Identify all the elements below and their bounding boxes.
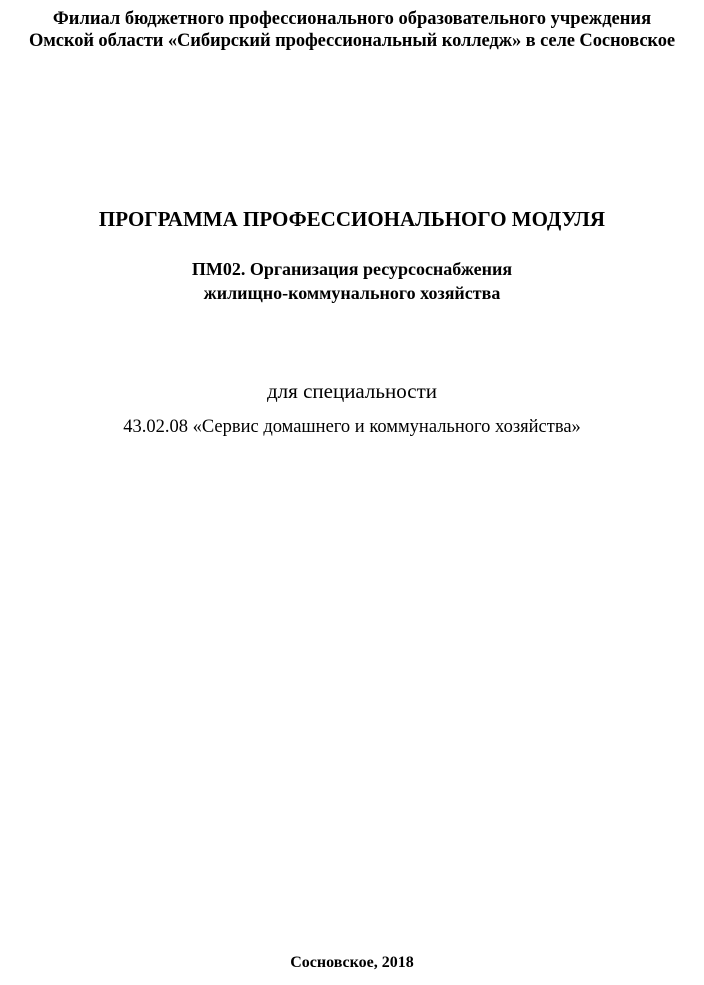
institution-name-line1: Филиал бюджетного профессионального образовательного учреждения [52, 9, 652, 29]
specialty-label: для специальности [267, 379, 437, 403]
institution-name-line2: Омской области «Сибирский профессиональный колледж» в селе Сосновское [28, 31, 676, 51]
program-title: ПРОГРАММА ПРОФЕССИОНАЛЬНОГО МОДУЛЯ [98, 207, 606, 231]
module-title-line2: жилищно-коммунального хозяйства [203, 283, 501, 303]
module-title-line1: ПМ02. Организация ресурсоснабжения [191, 259, 513, 279]
city-year: Сосновское, 2018 [290, 954, 414, 971]
specialty-name: 43.02.08 «Сервис домашнего и коммунального хозяйства» [123, 417, 581, 437]
